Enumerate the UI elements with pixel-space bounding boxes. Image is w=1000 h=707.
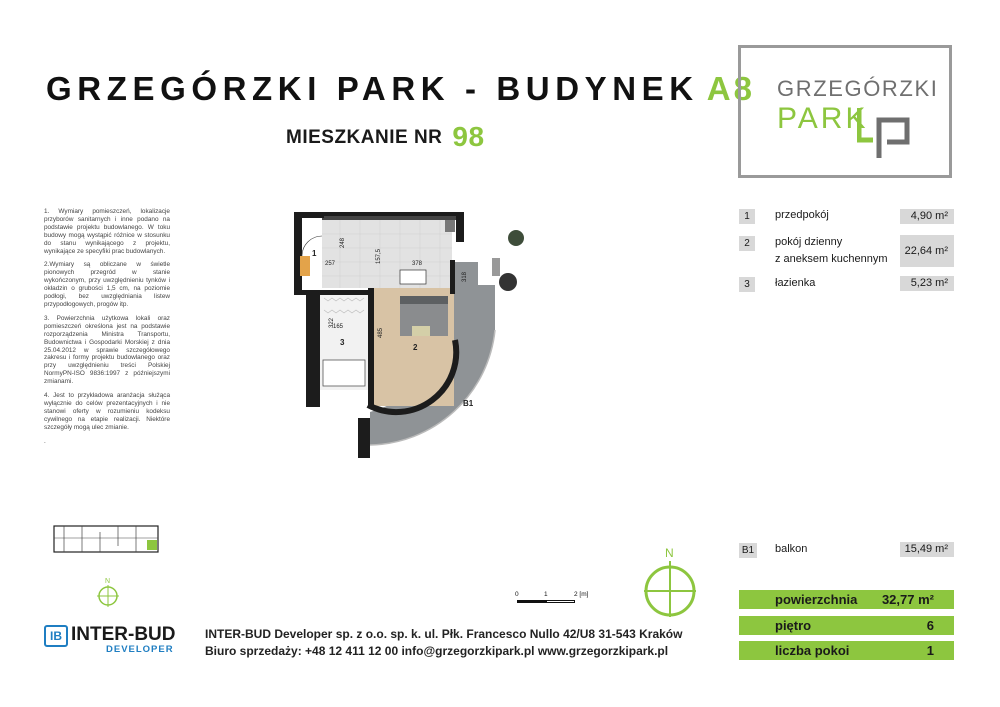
company-info — [205, 626, 682, 660]
room-name-3: łazienka — [775, 277, 816, 289]
bathtub — [323, 360, 365, 386]
dim-378: 378 — [412, 261, 423, 267]
apartment-heading — [286, 118, 485, 150]
room-area-unit-1: m² — [935, 210, 948, 222]
room-num-2: 2 — [739, 236, 755, 251]
room-label-1: 1 — [312, 249, 317, 258]
summary-floor-value: 6 — [926, 618, 934, 633]
note-1: 1. Wymiary pomieszczeń, lokalizacje przyborów sanitarnych i inne podano na podstawie projektu budowlanego. W toku budowy mogą wystąpić różnice w stosunku do stanu wynikającego z projektu, wynikające ze specyfiki prac budowlanych. — [44, 208, 170, 255]
page-title — [46, 70, 755, 108]
logo-line1: GRZEGÓRZKI — [777, 76, 939, 101]
scale-tick-1: 1 — [544, 591, 548, 598]
balcony-area-unit: m² — [935, 543, 948, 555]
room-label-2: 2 — [413, 343, 418, 352]
small-compass-icon — [97, 577, 121, 609]
dim-322: 322 — [329, 317, 335, 328]
room-label-b1: B1 — [463, 399, 474, 408]
title-text: GRZEGÓRZKI PARK - BUDYNEK — [46, 70, 699, 107]
interbud-logo — [44, 625, 184, 657]
room-name-2-line2: z aneksem kuchennym — [775, 253, 888, 265]
balcony-area — [900, 542, 954, 557]
room-num-1: 1 — [739, 209, 755, 224]
interbud-sub: DEVELOPER — [106, 644, 174, 655]
building-code: A8 — [706, 70, 755, 107]
room-num-3: 3 — [739, 277, 755, 292]
room-label-3: 3 — [340, 338, 345, 347]
notes-text — [44, 208, 170, 451]
dim-165: 165 — [333, 324, 344, 330]
balcony-num: B1 — [739, 543, 757, 558]
room-area-1 — [900, 209, 954, 224]
small-compass-north: N — [105, 578, 111, 585]
summary-rooms-value: 1 — [926, 643, 934, 658]
room-area-value-3: 5,23 — [910, 277, 933, 289]
summary-floor-label: piętro — [775, 618, 812, 633]
compass-icon — [640, 545, 704, 619]
room-area-3 — [900, 276, 954, 291]
summary-rooms — [739, 641, 954, 660]
room-area-value-2: 22,64 — [904, 245, 933, 257]
balcony-area-value: 15,49 — [904, 543, 933, 555]
summary-area-value: 32,77 m² — [881, 592, 934, 607]
room-area-unit-3: m² — [935, 277, 948, 289]
scale-tick-2: 2 [m] — [574, 591, 589, 598]
scale-bar — [515, 591, 595, 605]
dim-248: 248 — [340, 237, 346, 248]
summary-floor — [739, 616, 954, 635]
note-3: 3. Powierzchnia użytkowa lokali oraz pomieszczeń określona jest na podstawie rozporządzenia Ministra Transportu, Budownictwa i Gospodarki Morskiej z dnia 25.04.2012 w sprawie szczegółowego zakresu i formy projektu budowlanego oraz przy uwzględnieniu treści Polskiej NormyPN-ISO 9836:1997 z późniejszymi zmianami. — [44, 314, 170, 386]
interbud-name: INTER-BUD — [71, 624, 176, 645]
dim-485: 485 — [378, 327, 384, 338]
interbud-mark: IB — [44, 625, 68, 647]
room-area-2 — [900, 235, 954, 267]
grzegorzki-park-logo — [738, 45, 952, 178]
floor-plan — [280, 200, 550, 465]
dim-157-5: 157,5 — [376, 248, 382, 264]
scale-tick-0: 0 — [515, 591, 519, 598]
room-area-unit-2: m² — [935, 245, 948, 257]
apartment-number: 98 — [452, 121, 485, 152]
note-5: . — [44, 437, 46, 445]
dim-318: 318 — [462, 271, 468, 282]
hallway-floor — [322, 220, 452, 288]
summary-area — [739, 590, 954, 609]
room-name-2 — [775, 234, 888, 268]
balcony-name: balkon — [775, 543, 808, 555]
compass-north: N — [665, 546, 674, 560]
dining-table — [400, 270, 426, 284]
room-name-1: przedpokój — [775, 209, 829, 221]
room-name-2-line1: pokój dzienny — [775, 236, 843, 248]
apartment-label: MIESZKANIE NR — [286, 127, 443, 148]
note-2: 2.Wymiary są obliczane w świetle pionowych przegród w stanie wykończonym, przy uwzględnieniu tynków i okładzin o grubości 1,5 cm, na poziomie podłogi, bez uwzględniania listew przypodłogowych, progów itp. — [44, 261, 170, 308]
building-key-plan — [52, 522, 162, 556]
dim-257: 257 — [325, 261, 336, 267]
company-contact: Biuro sprzedaży: +48 12 411 12 00 info@grzegorzkipark.pl www.grzegorzkipark.pl — [205, 644, 669, 658]
logo-mark-icon — [857, 106, 917, 166]
summary-area-label: powierzchnia — [775, 592, 858, 607]
summary-rooms-label: liczba pokoi — [775, 643, 850, 658]
note-4: 4. Jest to przykładowa aranżacja służąca wyłącznie do celów prezentacyjnych i nie stanowi oferty w rozumieniu kodeksu cywilnego na etapie realizacji. Niektóre szczegóły mogą ulec zmianie. — [44, 392, 170, 431]
company-address: INTER-BUD Developer sp. z o.o. sp. k. ul. Płk. Francesco Nullo 42/U8 31-543 Kraków — [205, 627, 683, 641]
logo-line2: PARK — [777, 102, 869, 135]
room-area-value-1: 4,90 — [910, 210, 933, 222]
